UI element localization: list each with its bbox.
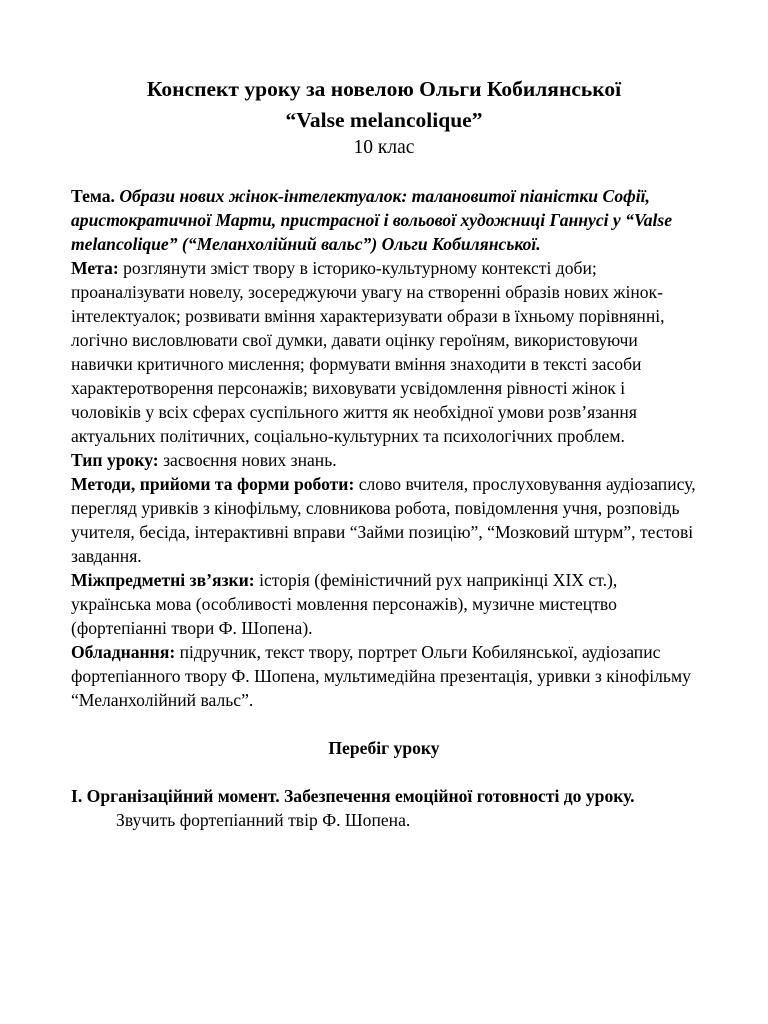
- topic-text: Образи нових жінок-інтелектуалок: талановитої піаністки Софії, аристократичної Марти, пристрасної і вольової художниці Ганнусі у “Valse melancolique” (“Меланхолійний вальс”) Ольги Кобилянської.: [71, 186, 673, 254]
- goal-label: Мета:: [71, 258, 119, 278]
- title-block: [71, 74, 697, 160]
- document-title-line-2: “Valse melancolique”: [285, 108, 483, 132]
- methods-text: слово вчителя, прослуховування аудіозапису, перегляд уривків з кінофільму, словникова робота, повідомлення учня, розповідь учителя, бесіда, інтерактивні вправи “Займи позицію”, “Мозковий штурм”, тестові завдання.: [71, 474, 696, 566]
- document-title-line-1: Конспект уроку за новелою Ольги Кобилянської: [146, 77, 622, 101]
- equipment-paragraph: [71, 640, 697, 712]
- topic-paragraph: [71, 184, 697, 256]
- methods-paragraph: [71, 472, 697, 568]
- goal-paragraph: [71, 256, 697, 448]
- methods-label: Методи, прийоми та форми роботи:: [71, 474, 355, 494]
- grade-label: 10 клас: [353, 137, 415, 158]
- lesson-type-paragraph: [71, 448, 697, 472]
- goal-text: розглянути зміст твору в історико-культурному контексті доби; проаналізувати новелу, зосереджуючи увагу на створенні образів нових жінок-інтелектуалок; розвивати вміння характеризувати образи в їхньому порівнянні, логічно висловлювати свої думки, давати оцінку героїням, використовуючи навички критичного мислення; формувати вміння знаходити в тексті засоби характеротворення персонажів; виховувати усвідомлення рівності жінок і чоловіків у всіх сферах суспільного життя як необхідної умови розв’язання актуальних політичних, соціально-культурних та психологічних проблем.: [71, 258, 665, 446]
- stage-1-text: Звучить фортепіанний твір Ф. Шопена.: [116, 810, 411, 830]
- lesson-type-label: Тип уроку:: [71, 450, 159, 470]
- document-page: [71, 74, 697, 832]
- interdisciplinary-paragraph: [71, 568, 697, 640]
- equipment-text: підручник, текст твору, портрет Ольги Кобилянської, аудіозапис фортепіанного твору Ф. Шопена, мультимедійна презентація, уривки з кінофільму “Меланхолійний вальс”.: [71, 642, 691, 710]
- topic-label: Тема.: [71, 186, 115, 206]
- equipment-label: Обладнання:: [71, 642, 176, 662]
- course-heading: Перебіг уроку: [328, 738, 440, 758]
- interdisciplinary-label: Міжпредметні зв’язки:: [71, 570, 255, 590]
- interdisciplinary-text: історія (феміністичний рух наприкінці ХІХ ст.), українська мова (особливості мовлення персонажів), музичне мистецтво (фортепіанні твори Ф. Шопена).: [71, 570, 618, 638]
- stage-1-title: І. Організаційний момент. Забезпечення емоційної готовності до уроку.: [71, 786, 635, 806]
- lesson-type-text: засвоєння нових знань.: [163, 450, 337, 470]
